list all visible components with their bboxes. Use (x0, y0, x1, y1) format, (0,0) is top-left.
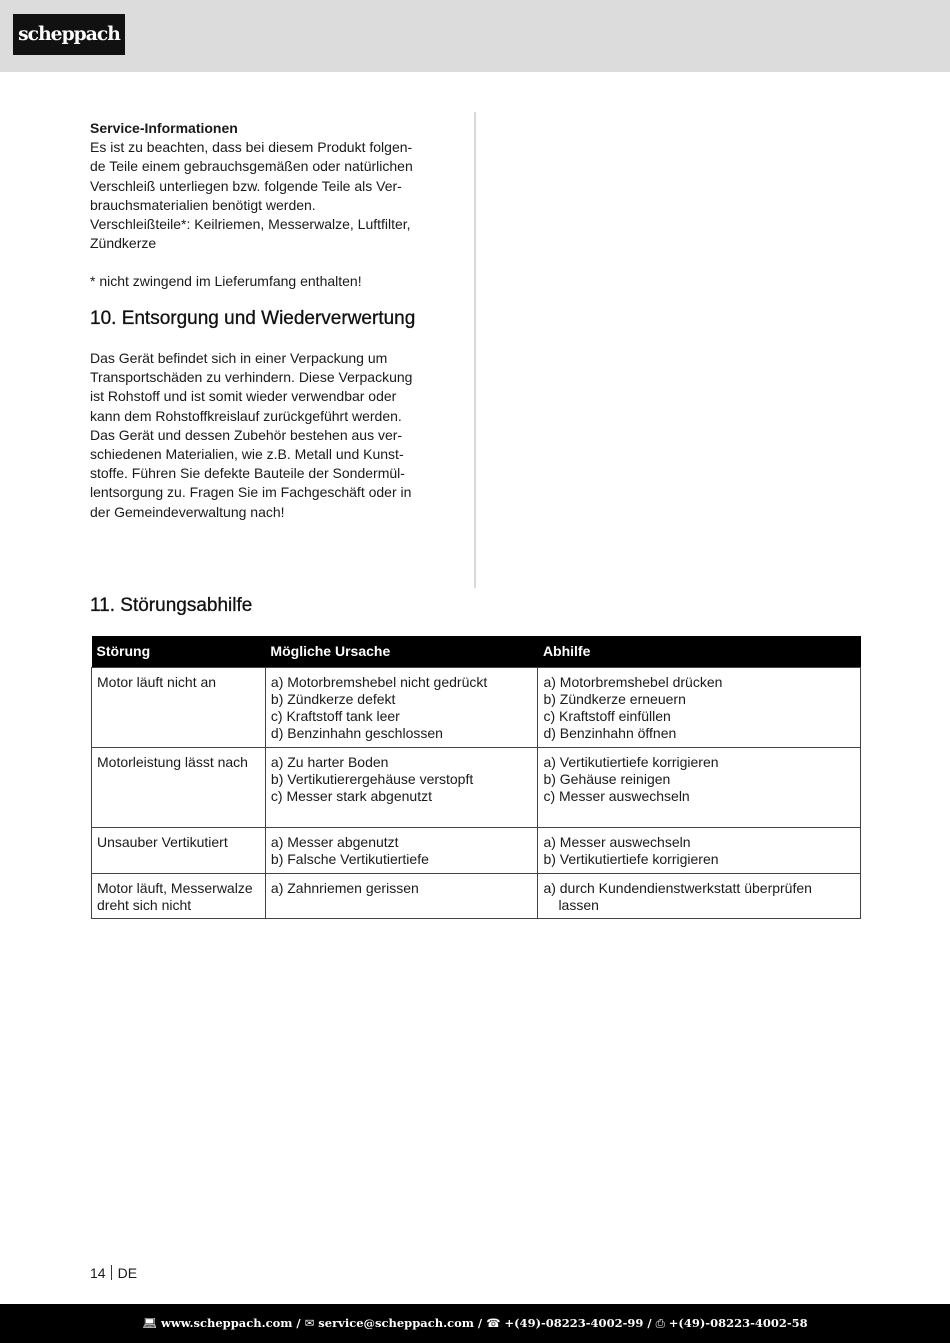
fault-cell (92, 873, 266, 918)
footer-separator: / (473, 1316, 487, 1330)
footer-separator: / (643, 1316, 656, 1330)
remedy-cell (538, 747, 861, 827)
cell-line: a) durch Kundendienstwerkstatt überprüfen (543, 879, 812, 896)
footer-separator: / (292, 1316, 305, 1330)
cell-line: Motor läuft nicht an (97, 673, 217, 690)
remedy-cell (538, 667, 861, 747)
table-row (92, 747, 861, 827)
service-information (90, 119, 430, 292)
cell-line: a) Zu harter Boden (270, 753, 389, 770)
cell-line: c) Kraftstoff einfüllen (543, 708, 671, 725)
header-fault: Störung (92, 636, 266, 667)
remedy-cell (538, 827, 861, 873)
page-number (90, 1265, 137, 1281)
cell-line: d) Benzinhahn öffnen (543, 725, 677, 742)
cell-line: c) Messer stark abgenutzt (270, 788, 432, 805)
cell-line: Unsauber Vertikutiert (97, 833, 228, 850)
computer-icon: 💻︎ (142, 1316, 157, 1330)
disposal-line: ist Rohstoff und ist somit wieder verwendbar oder (90, 388, 397, 405)
cause-cell (265, 667, 538, 747)
cell-line: a) Motorbremshebel nicht gedrückt (270, 673, 488, 690)
footer-email[interactable]: service@scheppach.com (318, 1316, 474, 1330)
cell-line: Motorleistung lässt nach (97, 753, 248, 770)
service-line: Zündkerze (90, 235, 157, 252)
service-line: Verschleiß unterliegen bzw. folgende Teile als Ver- (90, 177, 402, 194)
cell-line: a) Vertikutiertiefe korrigieren (543, 753, 719, 770)
cell-line: dreht sich nicht (97, 896, 192, 913)
section-11-title: 11. Störungsabhilfe (90, 595, 253, 616)
page-language: DE (117, 1265, 138, 1281)
cell-line: b) Falsche Vertikutiertiefe (270, 850, 429, 867)
cell-line: a) Motorbremshebel drücken (543, 673, 723, 690)
service-text (90, 138, 430, 253)
service-line: Verschleißteile*: Keilriemen, Messerwalze, Luftfilter, (90, 216, 411, 233)
troubleshooting-table (91, 636, 861, 919)
header-remedy: Abhilfe (538, 636, 861, 667)
fax-icon: ⎙ (655, 1316, 665, 1330)
page-number-value: 14 (90, 1265, 106, 1281)
column-divider (474, 112, 476, 588)
section-10-text (90, 349, 430, 522)
fault-cell (92, 747, 266, 827)
scheppach-logo: scheppach (13, 14, 125, 55)
service-line: de Teile einem gebrauchsgemäßen oder natürlichen (90, 158, 413, 175)
service-footnote: * nicht zwingend im Lieferumfang enthalten! (90, 273, 362, 290)
disposal-line: Das Gerät befindet sich in einer Verpackung um (90, 350, 388, 366)
disposal-line: schiedenen Materialien, wie z.B. Metall und Kunst- (90, 446, 404, 463)
cell-line: a) Zahnriemen gerissen (270, 879, 419, 896)
disposal-line: der Gemeindeverwaltung nach! (90, 503, 285, 520)
table-header-row (92, 636, 861, 667)
disposal-line: lentsorgung zu. Fragen Sie im Fachgeschäft oder in (90, 484, 412, 501)
section-10-title: 10. Entsorgung und Wiederverwertung (90, 308, 416, 329)
disposal-line: Transportschäden zu verhindern. Diese Verpackung (90, 369, 413, 386)
service-title: Service-Informationen (90, 120, 238, 136)
service-line: Es ist zu beachten, dass bei diesem Produkt folgen- (90, 139, 413, 156)
disposal-line: kann dem Rohstoffkreislauf zurückgeführt werden. (90, 407, 402, 424)
cell-line: a) Messer auswechseln (543, 833, 691, 850)
table-row (92, 667, 861, 747)
header-band (0, 0, 950, 72)
cell-line: a) Messer abgenutzt (270, 833, 399, 850)
footer-website[interactable]: www.scheppach.com (160, 1316, 293, 1330)
cell-line: b) Vertikutierergehäuse verstopft (270, 770, 474, 787)
cause-cell (265, 873, 538, 918)
phone-icon: ☎ (486, 1316, 501, 1330)
cell-line: b) Gehäuse reinigen (543, 770, 671, 787)
table-row (92, 873, 861, 918)
cell-line: Motor läuft, Messerwalze (97, 879, 253, 896)
table-row (92, 827, 861, 873)
contact-footer (0, 1304, 950, 1343)
cell-line: b) Zündkerze defekt (270, 690, 396, 707)
footer-phone: +(49)-08223-4002-99 (504, 1316, 644, 1330)
fault-cell (92, 667, 266, 747)
envelope-icon: ✉ (304, 1316, 315, 1330)
cause-cell (265, 747, 538, 827)
cause-cell (265, 827, 538, 873)
cell-line: c) Kraftstoff tank leer (270, 708, 400, 725)
cell-line: d) Benzinhahn geschlossen (270, 725, 443, 742)
header-cause: Mögliche Ursache (265, 636, 538, 667)
cell-line: b) Zündkerze erneuern (543, 690, 686, 707)
disposal-line: Das Gerät und dessen Zubehör bestehen aus ver- (90, 426, 403, 443)
page-number-separator (111, 1265, 112, 1280)
cell-line: lassen (558, 896, 599, 913)
footer-fax: +(49)-08223-4002-58 (668, 1316, 808, 1330)
service-line: brauchsmaterialien benötigt werden. (90, 196, 316, 213)
remedy-cell (538, 873, 861, 918)
cell-line: c) Messer auswechseln (543, 788, 690, 805)
cell-line: b) Vertikutiertiefe korrigieren (543, 850, 719, 867)
disposal-line: stoffe. Führen Sie defekte Bauteile der Sondermül- (90, 465, 405, 482)
fault-cell (92, 827, 266, 873)
